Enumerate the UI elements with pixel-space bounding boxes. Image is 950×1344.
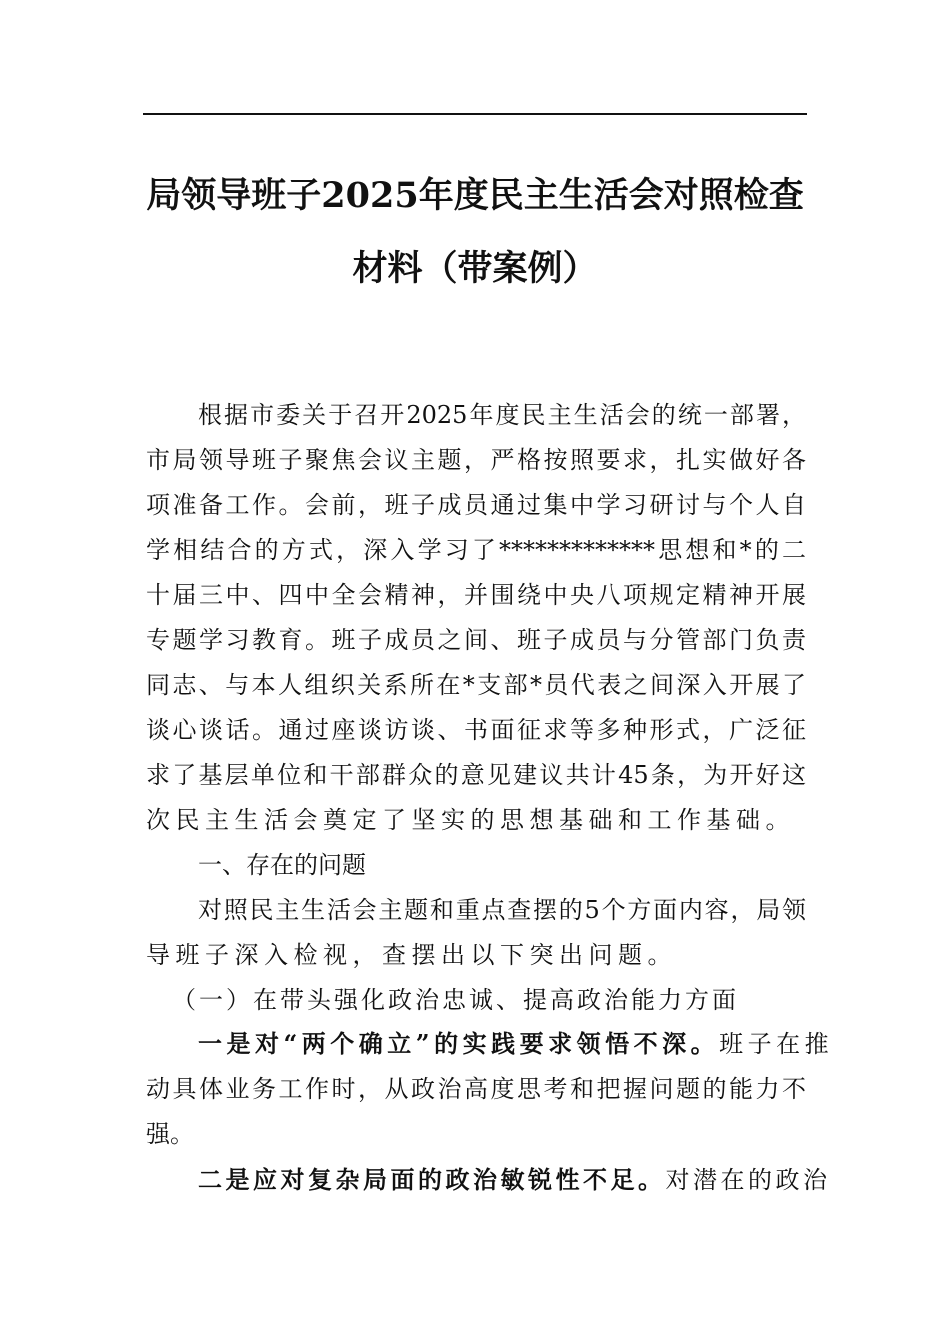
point-2-line xyxy=(198,1163,831,1197)
document-title-line-1: 局领导班子2025年度民主生活会对照检查 xyxy=(146,175,804,216)
text-line: 十届三中、四中全会精神，并围绕中央八项规定精神开展 xyxy=(146,581,806,609)
point-1-text: 班子在推 xyxy=(719,1030,834,1058)
text-line: 学相结合的方式，深入学习了*************思想和*的二 xyxy=(146,536,806,564)
point-1-heading: 一是对“两个确立”的实践要求领悟不深。 xyxy=(198,1029,720,1058)
text-line: 求了基层单位和干部群众的意见建议共计45条，为开好这 xyxy=(146,761,806,789)
point-1-line xyxy=(198,1027,834,1061)
text-line: 强。 xyxy=(146,1120,194,1148)
text-line: 动具体业务工作时，从政治高度思考和把握问题的能力不 xyxy=(146,1075,806,1103)
text-line: 专题学习教育。班子成员之间、班子成员与分管部门负责 xyxy=(146,626,806,654)
point-2-heading: 二是应对复杂局面的政治敏锐性不足。 xyxy=(198,1165,666,1194)
point-2-text: 对潜在的政治 xyxy=(665,1166,831,1194)
section-heading: 一、存在的问题 xyxy=(198,851,366,879)
text-line: 对照民主生活会主题和重点查摆的5个方面内容，局领 xyxy=(198,896,806,924)
header-rule xyxy=(143,113,807,115)
text-line: 根据市委关于召开2025年度民主生活会的统一部署， xyxy=(198,401,806,429)
text-line: 项准备工作。会前，班子成员通过集中学习研讨与个人自 xyxy=(146,491,806,519)
text-line: 市局领导班子聚焦会议主题，严格按照要求，扎实做好各 xyxy=(146,446,806,474)
document-title-line-2: 材料（带案例） xyxy=(352,248,598,289)
text-line: 导班子深入检视，查摆出以下突出问题。 xyxy=(146,941,677,969)
subsection-heading: （一）在带头强化政治忠诚、提高政治能力方面 xyxy=(172,986,739,1014)
text-line: 谈心谈话。通过座谈访谈、书面征求等多种形式，广泛征 xyxy=(146,716,806,744)
text-line: 次民主生活会奠定了坚实的思想基础和工作基础。 xyxy=(146,806,795,834)
text-line: 同志、与本人组织关系所在*支部*员代表之间深入开展了 xyxy=(146,671,806,699)
